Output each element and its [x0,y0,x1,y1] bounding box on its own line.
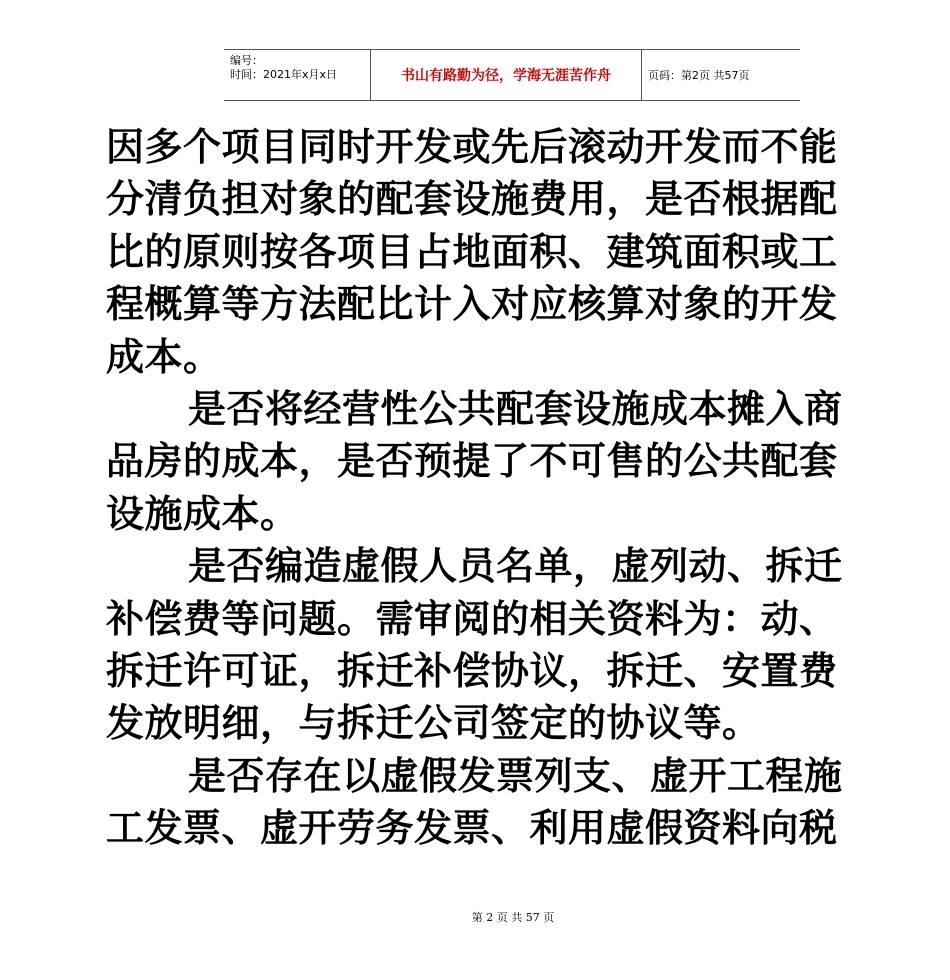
body-line: 工发票、虚开劳务发票、利用虚假资料向税 [106,806,838,851]
time-label: 时间：2021年x月x日 [230,68,338,81]
body-line: 是否编造虚假人员名单，虚列动、拆迁 [188,544,843,589]
body-line: 分清负担对象的配套设施费用，是否根据配 [106,177,838,222]
body-line: 程概算等方法配比计入对应核算对象的开发 [106,282,838,327]
body-line: 品房的成本，是否预提了不可售的公共配套 [106,439,838,484]
page-header [224,49,800,101]
body-line: 成本。 [106,334,222,379]
body-line: 因多个项目同时开发或先后滚动开发而不能 [106,125,838,169]
body-line: 设施成本。 [106,491,299,536]
body-line: 是否存在以虚假发票列支、虚开工程施 [188,753,843,798]
body-line: 拆迁许可证，拆迁补偿协议，拆迁、安置费 [106,648,838,693]
page-footer: 第 2 页 共 57 页 [471,911,555,924]
header-meta [224,50,370,100]
document-body [106,121,918,854]
header-motto: 书山有路勤为径，学海无涯苦作舟 [370,50,642,100]
body-line: 发放明细，与拆迁公司签定的协议等。 [106,701,761,746]
header-page-info: 页码：第2页 共57页 [648,69,750,82]
body-line: 比的原则按各项目占地面积、建筑面积或工 [106,229,838,274]
body-line: 是否将经营性公共配套设施成本摊入商 [188,386,843,431]
code-label: 编号： [230,54,263,67]
body-line: 补偿费等问题。需审阅的相关资料为：动、 [106,596,838,641]
